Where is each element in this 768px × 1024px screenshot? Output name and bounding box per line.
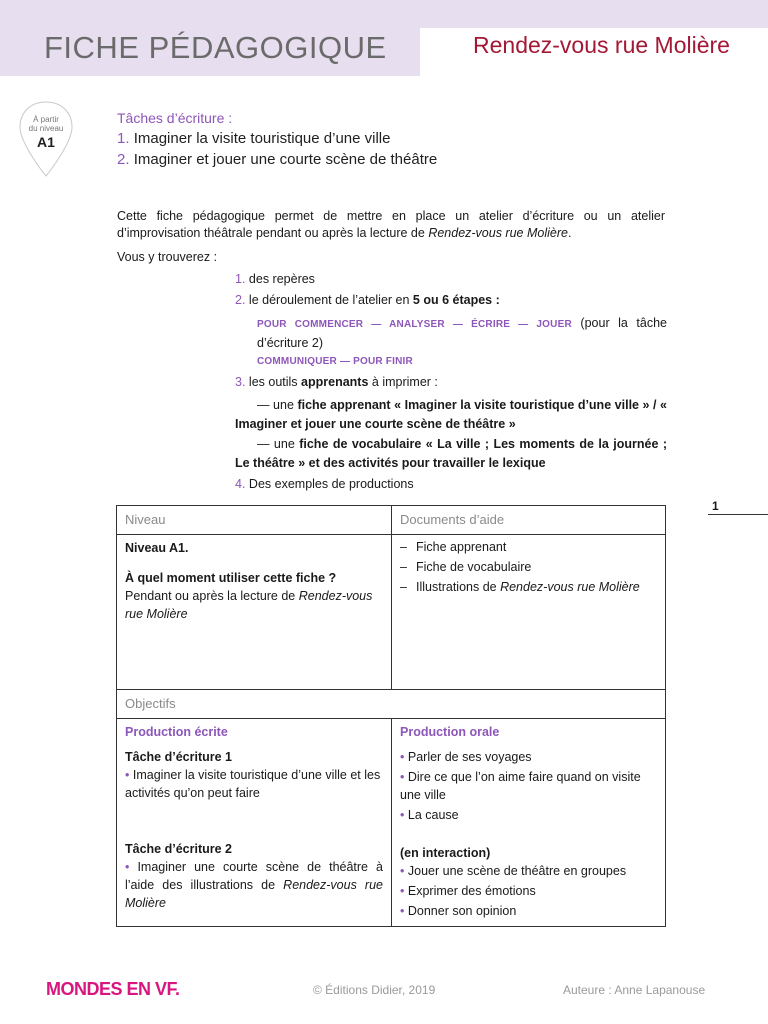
vocabulary-sheet: — une fiche de vocabulaire « La ville ; Les moments de la journée ; Le théâtre » et des activités pour travailler le lexique [235,437,667,470]
author-credit: Auteure : Anne Lapanouse [563,983,706,997]
contents-item: 1. des repères [235,272,315,286]
level-badge-value: A1 [37,134,55,150]
task-number: 2. [117,151,130,168]
interaction-header: (en interaction) [400,846,491,860]
document-item: – Fiche apprenant [400,540,507,554]
steps-list: COMMUNIQUER — POUR FINIR [257,356,413,367]
copyright: © Éditions Didier, 2019 [313,983,436,997]
task-text: Imaginer et jouer une courte scène de théâtre [133,151,438,168]
level-badge [18,100,74,180]
intro-paragraph: Cette fiche pédagogique permet de mettre en place un atelier d’écriture ou un atelier d’improvisation théâtrale pendant ou après la lecture de Rendez-vous rue Molière. [117,209,665,240]
tasks-title: Tâches d’écriture : [117,110,233,126]
info-table [116,505,666,927]
learner-sheet: — une fiche apprenant « Imaginer la visite touristique d’une ville » / « Imaginer et jouer une courte scène de théâtre » [235,398,667,431]
writing-task-2-text: • Imaginer une courte scène de théâtre à l’aide des illustrations de Rendez-vous rue Molière [125,860,383,910]
oral-item: • La cause [400,808,459,822]
find-label: Vous y trouverez : [117,250,218,264]
page-number-rule [708,514,768,515]
level-badge-line2: du niveau [28,124,64,133]
task-item [117,151,437,168]
level-header: Niveau [117,506,392,535]
written-production-header: Production écrite [125,725,228,739]
documents-cell [392,535,666,690]
writing-task-2-title: Tâche d’écriture 2 [125,842,232,856]
documents-header: Documents d’aide [392,506,666,535]
contents-item: 4. Des exemples de productions [235,477,414,491]
oral-production-header: Production orale [400,725,500,739]
writing-task-1-title: Tâche d’écriture 1 [125,750,232,764]
oral-production-cell [392,719,666,927]
level-badge-line1: À partir [33,115,59,124]
page-title: FICHE PÉDAGOGIQUE [44,30,387,65]
header-band-right [420,0,768,28]
interaction-item: • Exprimer des émotions [400,884,536,898]
book-reference: Rendez-vous rue Molière [428,226,568,240]
task-text: Imaginer la visite touristique d’une ville [133,130,391,147]
steps-line-2 [235,352,413,370]
when-question: À quel moment utiliser cette fiche ? [125,571,337,585]
oral-item: • Parler de ses voyages [400,750,532,764]
steps-list: POUR COMMENCER — ANALYSER — ÉCRIRE — JOUER [257,319,572,330]
steps-line-1: POUR COMMENCER — ANALYSER — ÉCRIRE — JOUER (pour la tâche d’écriture 2) [257,316,667,350]
page-number: 1 [712,499,719,513]
interaction-item: • Jouer une scène de théâtre en groupes [400,864,627,878]
book-title: Rendez-vous rue Molière [473,32,730,58]
level-cell [117,535,392,690]
publisher-logo: MONDES EN VF. [46,979,180,999]
writing-task-1-text: • Imaginer la visite touristique d’une ville et les activités qu’on peut faire [125,768,381,800]
document-item: – Illustrations de Rendez-vous rue Molière [400,580,640,594]
oral-item: • Dire ce que l’on aime faire quand on visite une ville [400,770,641,802]
task-item [117,130,390,147]
interaction-item: • Donner son opinion [400,904,517,918]
contents-item: 3. les outils apprenants à imprimer : [235,375,438,389]
contents-item: 2. le déroulement de l’atelier en 5 ou 6 étapes : [235,293,500,307]
when-answer: Pendant ou après la lecture de Rendez-vous rue Molière [125,589,373,621]
task-number: 1. [117,130,130,147]
objectives-header: Objectifs [117,690,666,719]
document-item: – Fiche de vocabulaire [400,560,532,574]
written-production-cell [117,719,392,927]
level-value: Niveau A1. [125,541,189,555]
